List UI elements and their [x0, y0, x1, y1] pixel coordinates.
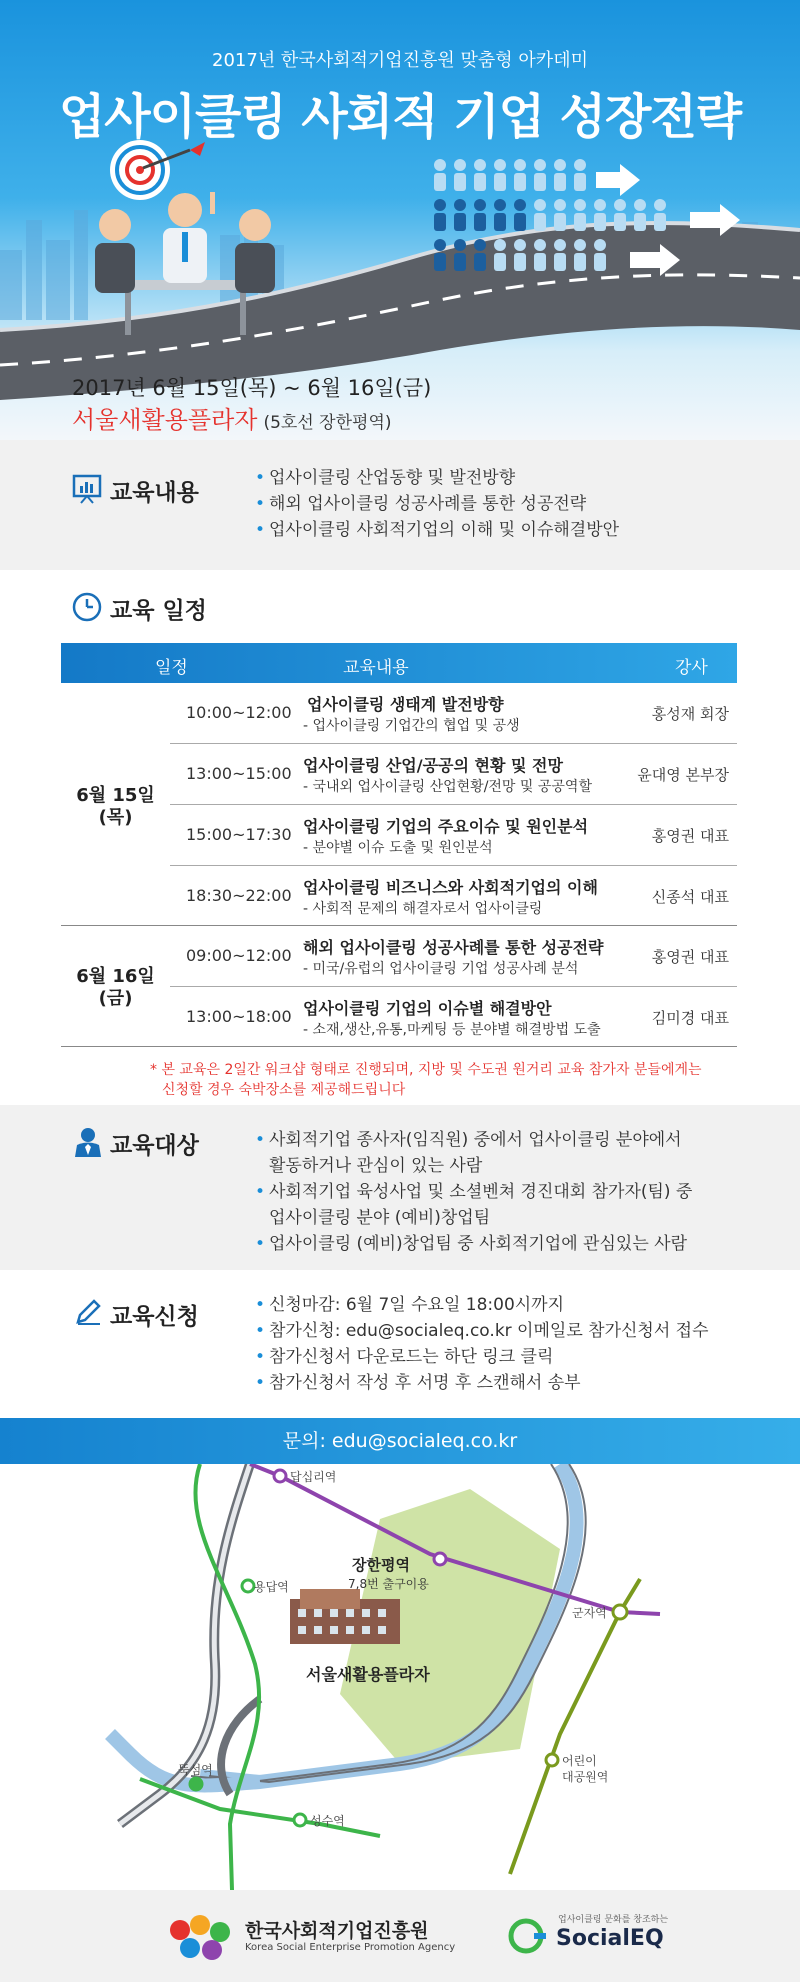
day-label-date: 6월 16일	[76, 966, 155, 987]
content-item: • 해외 업사이클링 성공사례를 통한 성공전략	[255, 491, 619, 517]
row-topic: 업사이클링 산업/공공의 현황 및 전망	[303, 756, 563, 775]
org-name: 한국사회적기업진흥원	[245, 1920, 429, 1942]
apply-item: • 신청마감: 6월 7일 수요일 18:00시까지	[255, 1292, 709, 1318]
hero-banner	[0, 0, 800, 440]
day-label-weekday: (금)	[98, 988, 133, 1009]
schedule-note	[150, 1060, 750, 1100]
schedule-row	[170, 744, 737, 805]
presentation-chart-icon	[72, 474, 102, 504]
content-title: 교육내용	[110, 480, 199, 506]
location-map	[0, 1464, 800, 1890]
venue-name: 서울새활용플라자	[72, 406, 258, 434]
day-label-date: 6월 15일	[76, 785, 155, 806]
row-instructor: 홍영권 대표	[651, 948, 729, 966]
org-name-en: Korea Social Enterprise Promotion Agency	[245, 1942, 456, 1953]
footer	[0, 1890, 800, 1982]
header-instructor: 강사	[675, 658, 708, 678]
schedule-row	[170, 987, 737, 1048]
apply-section	[0, 1270, 800, 1418]
schedule-table-header	[61, 643, 737, 683]
target-item: • 사회적기업 종사자(임직원) 중에서 업사이클링 분야에서	[255, 1127, 692, 1153]
apply-item[interactable]: • 참가신청: edu@socialeq.co.kr 이메일로 참가신청서 접수	[255, 1318, 709, 1344]
venue-note: (5호선 장한평역)	[263, 413, 392, 433]
person-icon	[74, 1127, 102, 1157]
event-title: 업사이클링 사회적 기업 성장전략	[58, 89, 742, 145]
map-label: 답십리역	[290, 1470, 337, 1484]
target-icon	[110, 140, 205, 200]
station-marker	[434, 1553, 446, 1565]
event-venue	[72, 400, 392, 435]
map-label: 성수역	[310, 1814, 345, 1828]
schedule-row	[170, 926, 737, 987]
row-time: 09:00~12:00	[186, 946, 292, 965]
station-marker	[546, 1754, 558, 1766]
row-instructor: 신종석 대표	[651, 888, 729, 906]
day-label-weekday: (목)	[98, 807, 133, 828]
apply-title: 교육신청	[110, 1304, 199, 1330]
row-time: 13:00~15:00	[186, 764, 292, 783]
map-label: 서울새활용플라자	[306, 1665, 430, 1684]
target-section	[0, 1105, 800, 1270]
header-content: 교육내용	[343, 658, 409, 678]
pencil-icon	[74, 1298, 102, 1326]
row-topic: 업사이클링 기업의 이슈별 해결방안	[303, 999, 552, 1018]
map-label: 대공원역	[562, 1770, 609, 1784]
day-divider	[61, 925, 170, 926]
row-detail: - 국내외 업사이클링 산업현황/전망 및 공공역할	[303, 779, 592, 795]
day-label-1	[61, 785, 170, 829]
content-item: • 업사이클링 사회적기업의 이해 및 이슈해결방안	[255, 517, 619, 543]
row-detail: - 분야별 이슈 도출 및 원인분석	[303, 840, 493, 856]
clock-icon	[72, 592, 102, 622]
row-instructor: 윤대영 본부장	[637, 766, 729, 784]
target-item-cont: 활동하거나 관심이 있는 사람	[269, 1156, 483, 1176]
row-detail: - 업사이클링 기업간의 협업 및 공생	[303, 718, 520, 734]
apply-list	[255, 1292, 709, 1396]
apply-item[interactable]: • 참가신청서 다운로드는 하단 링크 클릭	[255, 1344, 709, 1370]
row-topic: 업사이클링 비즈니스와 사회적기업의 이해	[303, 878, 598, 897]
map-label: 군자역	[572, 1606, 607, 1620]
note-line: * 본 교육은 2일간 워크샵 형태로 진행되며, 지방 및 수도권 원거리 교육 참가자 분들에게는	[150, 1062, 702, 1078]
row-topic: 업사이클링 생태계 발전방향	[307, 695, 504, 714]
socialeq-logo-icon	[508, 1916, 548, 1956]
row-detail: - 사회적 문제의 해결자로서 업사이클링	[303, 901, 543, 917]
schedule-row	[170, 683, 737, 744]
target-item: • 사회적기업 육성사업 및 소셜벤쳐 경진대회 참가자(팀) 중	[255, 1179, 692, 1205]
row-topic: 해외 업사이클링 성공사례를 통한 성공전략	[303, 938, 604, 957]
map-label: 뚝섬역	[178, 1763, 213, 1777]
target-item-cont: 업사이클링 분야 (예비)창업팀	[269, 1208, 491, 1228]
contact-bar[interactable]: 문의: edu@socialeq.co.kr	[0, 1418, 800, 1464]
schedule-row	[170, 805, 737, 866]
content-list	[255, 465, 619, 543]
row-detail: - 소재,생산,유통,마케팅 등 분야별 해결방법 도출	[303, 1022, 601, 1038]
row-time: 15:00~17:30	[186, 825, 292, 844]
target-list	[255, 1127, 692, 1257]
row-time: 13:00~18:00	[186, 1007, 292, 1026]
row-instructor: 홍영권 대표	[651, 827, 729, 845]
station-marker	[242, 1580, 254, 1592]
note-line: 신청할 경우 숙박장소를 제공해드립니다	[162, 1082, 406, 1098]
partner-name: SocialEQ	[556, 1926, 664, 1951]
station-marker	[274, 1470, 286, 1482]
map-label: 장한평역	[352, 1556, 410, 1574]
row-topic: 업사이클링 기업의 주요이슈 및 원인분석	[303, 817, 589, 836]
station-marker	[613, 1605, 627, 1619]
event-dates: 2017년 6월 15일(목) ~ 6월 16일(금)	[72, 376, 432, 400]
station-marker	[294, 1814, 306, 1826]
header-date: 일정	[155, 658, 188, 678]
station-marker	[190, 1778, 202, 1790]
schedule-row	[170, 866, 737, 927]
schedule-title: 교육 일정	[110, 598, 207, 624]
map-label: 어린이	[562, 1754, 597, 1768]
map-label: 7,8번 출구이용	[348, 1577, 429, 1591]
apply-item: • 참가신청서 작성 후 서명 후 스캔해서 송부	[255, 1370, 709, 1396]
row-detail: - 미국/유럽의 업사이클링 기업 성공사례 분석	[303, 961, 579, 977]
content-item: • 업사이클링 산업동향 및 발전방향	[255, 465, 619, 491]
row-instructor: 홍성재 회장	[651, 705, 729, 723]
map-label: 용답역	[254, 1580, 289, 1594]
row-time: 18:30~22:00	[186, 886, 292, 905]
row-instructor: 김미경 대표	[651, 1009, 729, 1027]
row-time: 10:00~12:00	[186, 703, 292, 722]
partner-tagline: 업사이클링 문화를 창조하는	[558, 1915, 669, 1925]
event-subtitle: 2017년 한국사회적기업진흥원 맞춤형 아카데미	[212, 50, 588, 71]
content-section	[0, 440, 800, 570]
day-label-2	[61, 966, 170, 1010]
target-item: • 업사이클링 (예비)창업팀 중 사회적기업에 관심있는 사람	[255, 1231, 692, 1257]
target-title: 교육대상	[110, 1133, 199, 1159]
kosea-logo-icon	[165, 1910, 235, 1965]
